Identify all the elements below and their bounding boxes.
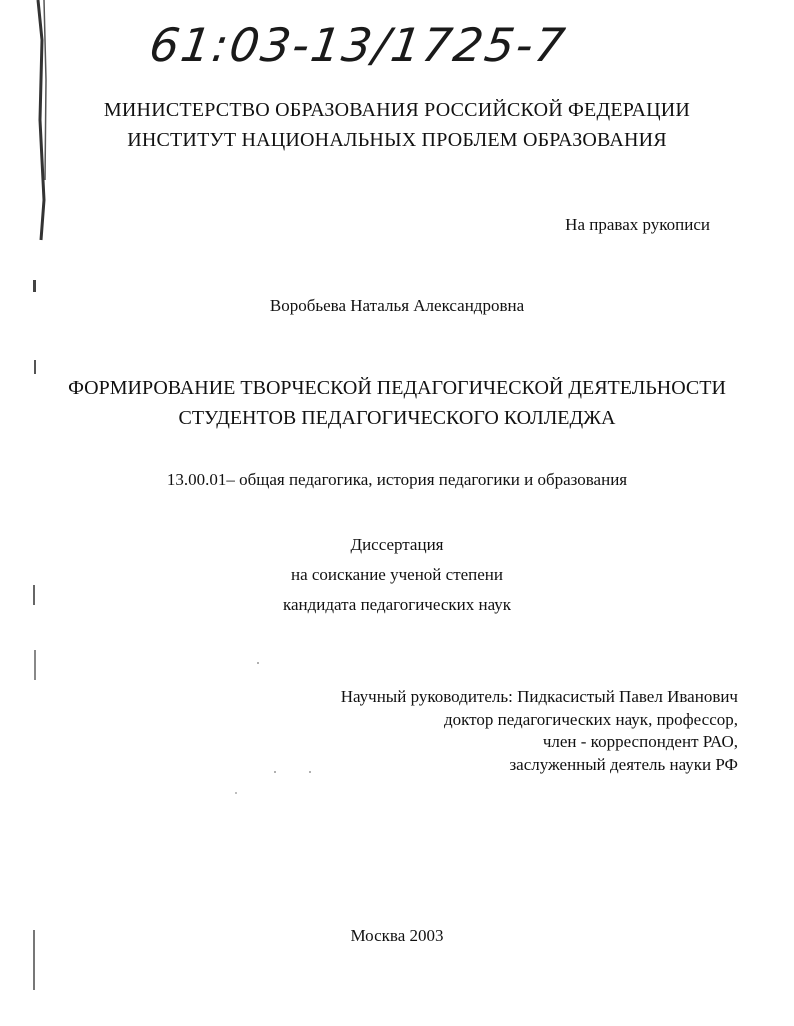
ministry-name: МИНИСТЕРСТВО ОБРАЗОВАНИЯ РОССИЙСКОЙ ФЕДЕРАЦИИ: [103, 99, 691, 121]
rights-note: На правах рукописи: [565, 215, 710, 234]
supervisor-line-4: заслуженный деятель науки РФ: [509, 754, 738, 774]
title-line-1: ФОРМИРОВАНИЕ ТВОРЧЕСКОЙ ПЕДАГОГИЧЕСКОЙ ДЕЯТЕЛЬНОСТИ: [68, 377, 726, 399]
degree-line-2: на соискание ученой степени: [290, 565, 504, 584]
header-block: [0, 95, 794, 155]
degree-line-3: кандидата педагогических наук: [282, 595, 512, 614]
specialty-code: 13.00.01– общая педагогика, история педагогики и образования: [166, 470, 628, 489]
supervisor-line-2: доктор педагогических наук, профессор,: [443, 709, 738, 729]
author-name: Воробьева Наталья Александровна: [269, 296, 525, 315]
institute-name: ИНСТИТУТ НАЦИОНАЛЬНЫХ ПРОБЛЕМ ОБРАЗОВАНИЯ: [127, 129, 667, 151]
supervisor-line-3: член - корреспондент РАО,: [542, 732, 738, 751]
supervisor-line-1: Научный руководитель: Пидкасистый Павел Иванович: [340, 687, 738, 706]
degree-block: [0, 530, 794, 620]
degree-line-1: Диссертация: [350, 535, 444, 554]
city-year: Москва 2003: [350, 926, 444, 945]
supervisor-block: [341, 686, 738, 776]
archive-code-handwritten: 61:03-13/1725-7: [146, 18, 570, 72]
title-line-2: СТУДЕНТОВ ПЕДАГОГИЧЕСКОГО КОЛЛЕДЖА: [178, 407, 616, 429]
dissertation-title: [0, 373, 794, 433]
